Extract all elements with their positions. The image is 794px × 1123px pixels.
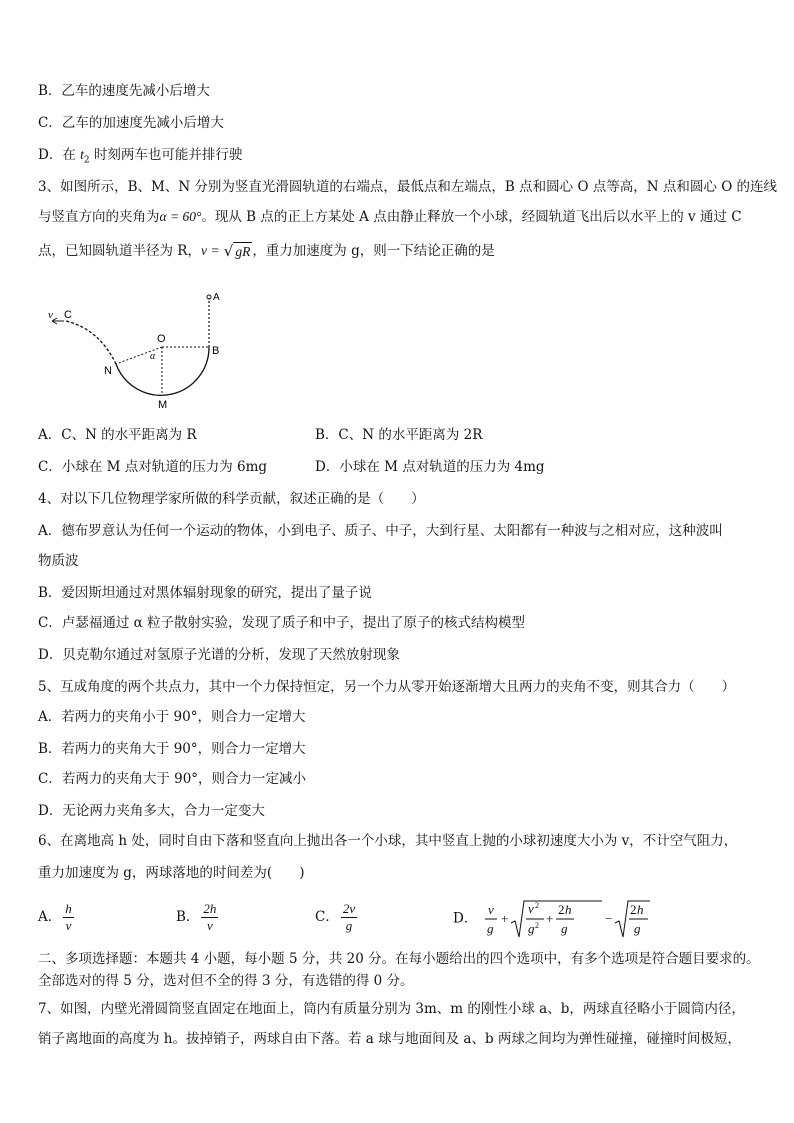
q4-option-d: D．贝克勒尔通过对氢原子光谱的分析，发现了天然放射现象 [38,647,400,663]
label-O: O [157,333,166,345]
q4-option-c: C．卢瑟福通过 α 粒子散射实验，发现了质子和中子，提出了原子的核式结构模型 [38,615,526,631]
q6-option-a: A． $\frac{h}{v}$ [38,901,72,933]
svg-text:g: g [486,921,494,936]
q5-option-d: D．无论两力夹角多大，合力一定变大 [38,803,265,819]
svg-text:2: 2 [534,921,539,930]
svg-text:2: 2 [534,901,539,910]
svg-text:h: h [636,902,644,917]
section2-instructions-line2: 全部选对的得 5 分，选对但不全的得 3 分，有选错的得 0 分。 [38,973,414,989]
q7-stem-line2: 销子离地面的高度为 h。拔掉销子，两球自由下落。若 a 球与地面间及 a、b 两球之间均为弹性碰撞，碰撞时间极短， [38,1031,741,1047]
q3-option-c: C．小球在 M 点对轨道的压力为 6mg [38,459,268,475]
svg-text:v: v [527,901,534,916]
q6-option-d: D． v g + v 2 g 2 + 2 h g − 2 h g [453,897,652,941]
svg-text:2: 2 [557,902,565,917]
svg-text:+: + [500,911,508,926]
q4-stem: 4、对以下几位物理学家所做的科学贡献，叙述正确的是（ ） [38,491,425,507]
label-B: B [212,345,220,357]
q3-option-b: B．C、N 的水平距离为 2R [315,427,483,443]
q3-stem-line2: 与竖直方向的夹角为α = 60°。现从 B 点的正上方某处 A 点由静止释放一个小球，经圆轨道飞出后以水平上的 v 通过 C [38,209,742,225]
q4-option-a-line1: A．德布罗意认为任何一个运动的物体，小到电子、质子、中子，大到行星、太阳都有一种波与之相对应，这种波叫 [38,523,723,539]
label-v: v [48,309,53,321]
q3-option-a: A．C、N 的水平距离为 R [38,427,197,443]
q3-option-d: D．小球在 M 点对轨道的压力为 4mg [315,459,545,475]
svg-text:g: g [527,921,535,936]
svg-text:g: g [633,921,641,936]
q5-option-b: B．若两力的夹角大于 90°，则合力一定增大 [38,741,306,757]
label-alpha: α [150,351,156,362]
q3-stem-line3: 点，已知圆轨道半径为 R，v = √ gR ，重力加速度为 g，则一下结论正确的是 [38,242,495,260]
q6-option-b: B． $\frac{2h}{v}$ [176,901,217,933]
svg-text:−: − [604,911,612,926]
q2-option-b: B．乙车的速度先减小后增大 [38,83,210,99]
svg-text:g: g [560,921,568,936]
q5-option-c: C．若两力的夹角大于 90°，则合力一定减小 [38,771,307,787]
q2-option-d: D．在 $t_2$ 时刻两车也可能并排行驶 [38,147,243,166]
svg-text:h: h [564,902,572,917]
q3-stem-line1: 3、如图所示，B、M、N 分别为竖直光滑圆轨道的右端点，最低点和左端点，B 点和圆心 O 点等高，N 点和圆心 O 的连线 [38,179,778,195]
q6-option-d-formula [482,897,652,941]
q6-option-c: C． $\frac{2v}{g}$ [315,901,356,933]
q2-option-c: C．乙车的加速度先减小后增大 [38,115,224,131]
svg-text:2: 2 [629,902,637,917]
label-A: A [213,292,220,303]
label-M: M [158,399,168,411]
section2-instructions-line1: 二、多项选择题：本题共 4 小题，每小题 5 分，共 20 分。在每小题给出的四个选项中，有多个选项是符合题目要求的。 [38,951,760,967]
sqrt-gR: √ gR [223,242,251,260]
q4-option-b: B．爱因斯坦通过对黑体辐射现象的研究，提出了量子说 [38,585,372,601]
q5-stem: 5、互成角度的两个共点力，其中一个力保持恒定，另一个力从零开始逐渐增大且两力的夹角不变，则其合力（ ） [38,679,736,695]
label-N: N [104,365,112,377]
q6-stem-line1: 6、在离地高 h 处，同时自由下落和竖直向上抛出各一个小球，其中竖直上抛的小球初速度大小为 v，不计空气阻力， [38,833,738,849]
svg-text:v: v [487,902,494,917]
q4-option-a-line2: 物质波 [38,553,79,569]
q6-stem-line2: 重力加速度为 g，两球落地的时间差为( ) [38,865,305,881]
svg-text:+: + [545,911,553,926]
q7-stem-line1: 7、如图，内壁光滑圆筒竖直固定在地面上，筒内有质量分别为 3m、m 的刚性小球 a、b，两球直径略小于圆筒内径， [38,1001,745,1017]
label-C: C [64,309,72,321]
q3-figure-circular-track [44,284,244,414]
q5-option-a: A．若两力的夹角小于 90°，则合力一定增大 [38,709,306,725]
